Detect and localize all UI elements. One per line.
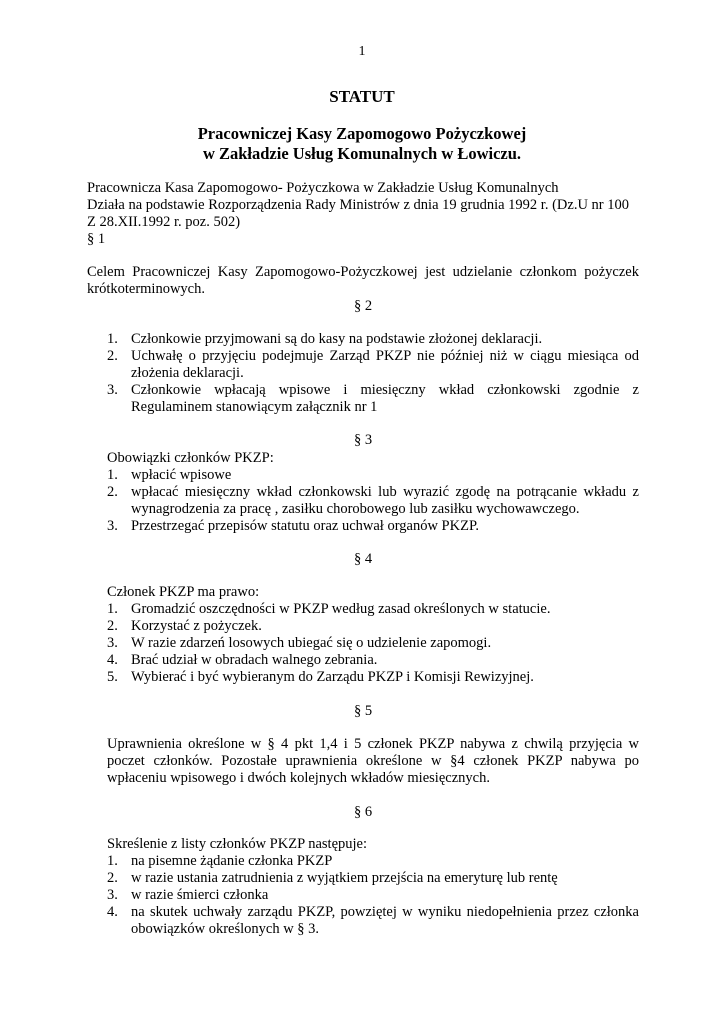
item-number: 2. xyxy=(107,618,118,634)
list-item xyxy=(107,331,639,348)
section-1-text: Celem Pracowniczej Kasy Zapomogowo-Pożyczkowej jest udzielanie członkom pożyczek krótkoterminowych. xyxy=(87,264,639,297)
item-text: Uchwałę o przyjęciu podejmuje Zarząd PKZP nie później niż w ciągu miesiąca od złożenia deklaracji. xyxy=(131,348,639,381)
intro-line-2: Działa na podstawie Rozporządzenia Rady Ministrów z dnia 19 grudnia 1992 r. (Dz.U nr 100 xyxy=(87,197,629,213)
list-item xyxy=(107,348,639,382)
item-number: 3. xyxy=(107,887,118,903)
list-item xyxy=(107,601,639,618)
document-title: STATUT xyxy=(329,87,395,106)
section-3-heading: § 3 xyxy=(353,432,373,448)
item-number: 3. xyxy=(107,518,118,534)
intro-block xyxy=(87,180,639,248)
section-3-lead: Obowiązki członków PKZP: xyxy=(107,450,274,466)
intro-line-3: Z 28.XII.1992 r. poz. 502) xyxy=(87,214,241,230)
page-number: 1 xyxy=(358,44,366,59)
item-number: 1. xyxy=(107,853,118,869)
section-2-heading: § 2 xyxy=(353,298,373,314)
item-number: 1. xyxy=(107,467,118,483)
document-subtitle xyxy=(0,124,724,164)
section-6-list xyxy=(107,853,639,938)
item-text: Gromadzić oszczędności w PKZP według zasad określonych w statucie. xyxy=(131,601,551,617)
section-1-heading: § 1 xyxy=(87,231,106,247)
item-text: na pisemne żądanie członka PKZP xyxy=(131,853,333,869)
section-5-heading: § 5 xyxy=(353,703,373,719)
item-text: Korzystać z pożyczek. xyxy=(131,618,262,634)
list-item xyxy=(107,382,639,416)
list-item xyxy=(107,853,639,870)
item-text: Członkowie wpłacają wpisowe i miesięczny wkład członkowski zgodnie z Regulaminem stanowiącym załącznik nr 1 xyxy=(131,382,639,415)
item-text: wpłacać miesięczny wkład członkowski lub wyrazić zgodę na potrącanie wkładu z wynagrodzenia za pracę , zasiłku chorobowego lub zasiłku wychowawczego. xyxy=(131,484,639,517)
list-item xyxy=(107,467,639,484)
item-number: 5. xyxy=(107,669,118,685)
item-text: wpłacić wpisowe xyxy=(131,467,232,483)
list-item xyxy=(107,518,639,535)
section-6-heading: § 6 xyxy=(353,804,373,820)
item-number: 2. xyxy=(107,870,118,886)
item-text: w razie śmierci członka xyxy=(131,887,269,903)
subtitle-line-2: w Zakładzie Usług Komunalnych w Łowiczu. xyxy=(202,144,522,163)
section-3-list xyxy=(107,467,639,535)
item-text: Brać udział w obradach walnego zebrania. xyxy=(131,652,378,668)
intro-line-1: Pracownicza Kasa Zapomogowo- Pożyczkowa w Zakładzie Usług Komunalnych xyxy=(87,180,559,196)
item-text: Przestrzegać przepisów statutu oraz uchwał organów PKZP. xyxy=(131,518,480,534)
list-item xyxy=(107,618,639,635)
item-number: 4. xyxy=(107,652,118,668)
list-item xyxy=(107,870,639,887)
item-text: na skutek uchwały zarządu PKZP, powziętej w wyniku niedopełnienia przez członka obowiązków określonych w § 3. xyxy=(131,904,639,937)
item-text: w razie ustania zatrudnienia z wyjątkiem przejścia na emeryturę lub rentę xyxy=(131,870,558,886)
section-6-lead: Skreślenie z listy członków PKZP następuje: xyxy=(107,836,368,852)
list-item xyxy=(107,904,639,938)
section-4-list xyxy=(107,601,639,686)
item-number: 1. xyxy=(107,601,118,617)
list-item xyxy=(107,887,639,904)
list-item xyxy=(107,669,639,686)
item-number: 3. xyxy=(107,635,118,651)
item-number: 4. xyxy=(107,904,118,920)
item-number: 3. xyxy=(107,382,118,398)
item-text: W razie zdarzeń losowych ubiegać się o udzielenie zapomogi. xyxy=(131,635,492,651)
section-5-text: Uprawnienia określone w § 4 pkt 1,4 i 5 członek PKZP nabywa z chwilą przyjęcia w poczet członków. Pozostałe uprawnienia określone w §4 członek PKZP nabywa po wpłaceniu wpisowego i dwóch kolejnych wkładów miesięcznych. xyxy=(107,736,639,786)
item-text: Wybierać i być wybieranym do Zarządu PKZP i Komisji Rewizyjnej. xyxy=(131,669,534,685)
subtitle-line-1: Pracowniczej Kasy Zapomogowo Pożyczkowej xyxy=(197,124,527,143)
item-text: Członkowie przyjmowani są do kasy na podstawie złożonej deklaracji. xyxy=(131,331,543,347)
item-number: 2. xyxy=(107,348,118,364)
section-4-heading: § 4 xyxy=(353,551,373,567)
list-item xyxy=(107,652,639,669)
item-number: 1. xyxy=(107,331,118,347)
section-2-list xyxy=(87,331,639,416)
list-item xyxy=(107,484,639,518)
section-4-lead: Członek PKZP ma prawo: xyxy=(107,584,260,600)
list-item xyxy=(107,635,639,652)
item-number: 2. xyxy=(107,484,118,500)
